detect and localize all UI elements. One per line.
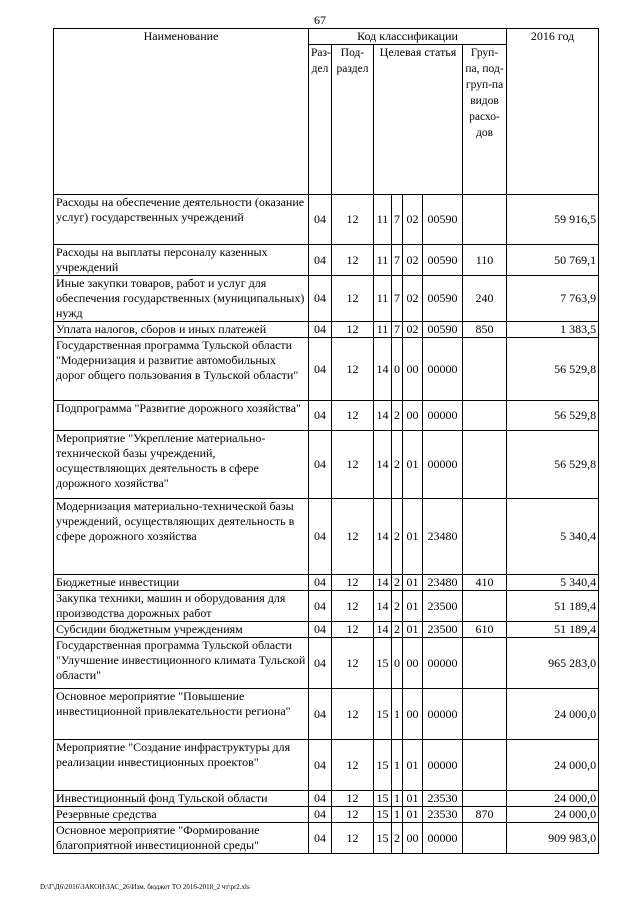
row-target-event: 01 — [403, 575, 423, 591]
row-target-event: 01 — [403, 807, 423, 823]
table-row — [54, 823, 599, 854]
row-target-subprogram: 2 — [392, 591, 403, 622]
row-amount: 909 983,0 — [507, 823, 599, 854]
row-amount: 24 000,0 — [507, 791, 599, 807]
row-expense-group: 110 — [463, 245, 507, 276]
row-target-event: 00 — [403, 401, 423, 431]
row-expense-group — [463, 823, 507, 854]
file-path-footer: D:\Г\Д6\2016\ЗАКОН\ЗАС_26\Изм. бюджет ТО 2016-2018_2 чт\pr2.xls — [40, 883, 250, 891]
row-target-program: 14 — [374, 499, 392, 575]
row-expense-group — [463, 195, 507, 245]
row-subsection: 12 — [332, 689, 374, 740]
row-expense-group — [463, 740, 507, 791]
row-expense-group: 410 — [463, 575, 507, 591]
row-subsection: 12 — [332, 338, 374, 401]
table-row — [54, 622, 599, 638]
row-amount: 5 340,4 — [507, 575, 599, 591]
table-row — [54, 322, 599, 338]
row-section: 04 — [309, 431, 332, 499]
header-section: Раз-дел — [309, 45, 332, 195]
row-name: Модернизация материально-технической базы учреждений, осуществляющих деятельность в сфере дорожного хозяйства — [54, 499, 309, 575]
row-subsection: 12 — [332, 591, 374, 622]
row-target-direction: 00000 — [423, 823, 463, 854]
row-target-event: 01 — [403, 499, 423, 575]
row-subsection: 12 — [332, 499, 374, 575]
row-expense-group: 240 — [463, 276, 507, 322]
row-section: 04 — [309, 195, 332, 245]
row-target-subprogram: 1 — [392, 740, 403, 791]
table-body — [54, 195, 599, 854]
row-section: 04 — [309, 740, 332, 791]
row-amount: 51 189,4 — [507, 622, 599, 638]
row-subsection: 12 — [332, 401, 374, 431]
table-row — [54, 638, 599, 689]
row-section: 04 — [309, 245, 332, 276]
row-section: 04 — [309, 499, 332, 575]
row-target-direction: 00590 — [423, 195, 463, 245]
row-subsection: 12 — [332, 245, 374, 276]
row-expense-group: 850 — [463, 322, 507, 338]
row-target-direction: 23530 — [423, 791, 463, 807]
row-target-program: 15 — [374, 823, 392, 854]
row-target-subprogram: 1 — [392, 791, 403, 807]
row-target-event: 01 — [403, 791, 423, 807]
row-target-program: 11 — [374, 195, 392, 245]
row-target-direction: 00000 — [423, 689, 463, 740]
table-row — [54, 807, 599, 823]
row-section: 04 — [309, 401, 332, 431]
table-row — [54, 499, 599, 575]
row-target-direction: 00000 — [423, 740, 463, 791]
row-name: Основное мероприятие "Формирование благоприятной инвестиционной среды" — [54, 823, 309, 854]
row-target-subprogram: 2 — [392, 401, 403, 431]
row-target-direction: 00000 — [423, 638, 463, 689]
page-number: 67 — [314, 13, 326, 27]
row-subsection: 12 — [332, 807, 374, 823]
row-name: Расходы на выплаты персоналу казенных учреждений — [54, 245, 309, 276]
row-expense-group — [463, 791, 507, 807]
row-target-program: 14 — [374, 591, 392, 622]
row-name: Основное мероприятие "Повышение инвестиционной привлекательности региона" — [54, 689, 309, 740]
row-expense-group — [463, 638, 507, 689]
row-target-program: 11 — [374, 245, 392, 276]
row-name: Резервные средства — [54, 807, 309, 823]
row-target-direction: 00000 — [423, 401, 463, 431]
row-target-direction: 00000 — [423, 338, 463, 401]
row-name: Закупка техники, машин и оборудования для производства дорожных работ — [54, 591, 309, 622]
row-target-program: 14 — [374, 575, 392, 591]
row-amount: 56 529,8 — [507, 431, 599, 499]
row-amount: 50 769,1 — [507, 245, 599, 276]
table-row — [54, 791, 599, 807]
row-target-subprogram: 7 — [392, 245, 403, 276]
table-row — [54, 195, 599, 245]
table-row — [54, 591, 599, 622]
row-name: Государственная программа Тульской области "Модернизация и развитие автомобильных дорог общего пользования в Тульской области" — [54, 338, 309, 401]
header-group: Груп-па, под-груп-па видов расхо-дов — [463, 45, 507, 195]
row-target-program: 15 — [374, 740, 392, 791]
row-subsection: 12 — [332, 638, 374, 689]
table-row — [54, 338, 599, 401]
table-row — [54, 689, 599, 740]
row-section: 04 — [309, 322, 332, 338]
table-row — [54, 245, 599, 276]
row-target-direction: 23500 — [423, 591, 463, 622]
row-target-subprogram: 2 — [392, 499, 403, 575]
row-section: 04 — [309, 591, 332, 622]
table-row — [54, 740, 599, 791]
row-name: Мероприятие "Создание инфраструктуры для реализации инвестиционных проектов" — [54, 740, 309, 791]
row-name: Инвестиционный фонд Тульской области — [54, 791, 309, 807]
row-section: 04 — [309, 338, 332, 401]
row-expense-group — [463, 689, 507, 740]
header-subsection: Под-раздел — [332, 45, 374, 195]
row-amount: 24 000,0 — [507, 740, 599, 791]
row-target-direction: 00590 — [423, 276, 463, 322]
row-name: Уплата налогов, сборов и иных платежей — [54, 322, 309, 338]
row-section: 04 — [309, 823, 332, 854]
row-target-subprogram: 2 — [392, 823, 403, 854]
row-expense-group: 610 — [463, 622, 507, 638]
table-row — [54, 276, 599, 322]
row-amount: 24 000,0 — [507, 689, 599, 740]
row-target-event: 01 — [403, 431, 423, 499]
row-section: 04 — [309, 689, 332, 740]
row-target-subprogram: 7 — [392, 276, 403, 322]
row-target-program: 14 — [374, 622, 392, 638]
row-target-subprogram: 7 — [392, 195, 403, 245]
row-amount: 24 000,0 — [507, 807, 599, 823]
row-subsection: 12 — [332, 740, 374, 791]
row-target-direction: 00000 — [423, 431, 463, 499]
row-section: 04 — [309, 622, 332, 638]
row-expense-group — [463, 431, 507, 499]
row-target-event: 00 — [403, 823, 423, 854]
row-target-direction: 00590 — [423, 322, 463, 338]
row-target-direction: 23500 — [423, 622, 463, 638]
row-amount: 51 189,4 — [507, 591, 599, 622]
row-amount: 7 763,9 — [507, 276, 599, 322]
row-target-event: 00 — [403, 338, 423, 401]
row-amount: 56 529,8 — [507, 401, 599, 431]
row-expense-group — [463, 499, 507, 575]
budget-table — [53, 28, 599, 854]
row-section: 04 — [309, 791, 332, 807]
row-target-event: 02 — [403, 322, 423, 338]
row-subsection: 12 — [332, 431, 374, 499]
row-target-subprogram: 1 — [392, 689, 403, 740]
row-target-event: 00 — [403, 689, 423, 740]
row-target-event: 01 — [403, 740, 423, 791]
row-subsection: 12 — [332, 322, 374, 338]
row-amount: 1 383,5 — [507, 322, 599, 338]
row-name: Субсидии бюджетным учреждениям — [54, 622, 309, 638]
table-row — [54, 401, 599, 431]
row-subsection: 12 — [332, 791, 374, 807]
row-target-event: 02 — [403, 245, 423, 276]
row-name: Подпрограмма "Развитие дорожного хозяйства" — [54, 401, 309, 431]
row-expense-group — [463, 401, 507, 431]
row-target-event: 01 — [403, 591, 423, 622]
row-subsection: 12 — [332, 195, 374, 245]
row-subsection: 12 — [332, 622, 374, 638]
row-target-program: 15 — [374, 638, 392, 689]
row-target-direction: 00590 — [423, 245, 463, 276]
row-target-event: 02 — [403, 276, 423, 322]
row-subsection: 12 — [332, 276, 374, 322]
row-target-event: 02 — [403, 195, 423, 245]
header-target: Целевая статья — [374, 45, 463, 195]
row-target-subprogram: 2 — [392, 431, 403, 499]
row-section: 04 — [309, 575, 332, 591]
table-row — [54, 575, 599, 591]
row-target-program: 14 — [374, 431, 392, 499]
row-name: Иные закупки товаров, работ и услуг для обеспечения государственных (муниципальных) нужд — [54, 276, 309, 322]
row-name: Расходы на обеспечение деятельности (оказание услуг) государственных учреждений — [54, 195, 309, 245]
row-subsection: 12 — [332, 823, 374, 854]
row-section: 04 — [309, 807, 332, 823]
row-section: 04 — [309, 276, 332, 322]
row-amount: 5 340,4 — [507, 499, 599, 575]
row-expense-group: 870 — [463, 807, 507, 823]
row-target-subprogram: 1 — [392, 807, 403, 823]
row-name: Бюджетные инвестиции — [54, 575, 309, 591]
header-code: Код классификации — [309, 29, 507, 45]
row-target-subprogram: 2 — [392, 622, 403, 638]
row-expense-group — [463, 338, 507, 401]
row-target-subprogram: 7 — [392, 322, 403, 338]
row-target-program: 15 — [374, 807, 392, 823]
header-name: Наименование — [54, 29, 309, 195]
row-target-direction: 23480 — [423, 499, 463, 575]
row-target-program: 14 — [374, 338, 392, 401]
row-amount: 56 529,8 — [507, 338, 599, 401]
row-target-subprogram: 0 — [392, 638, 403, 689]
row-target-event: 01 — [403, 622, 423, 638]
row-target-program: 15 — [374, 791, 392, 807]
row-name: Мероприятие "Укрепление материально-технической базы учреждений, осуществляющих деятельность в сфере дорожного хозяйства" — [54, 431, 309, 499]
row-target-program: 14 — [374, 401, 392, 431]
row-target-subprogram: 0 — [392, 338, 403, 401]
row-target-direction: 23480 — [423, 575, 463, 591]
row-section: 04 — [309, 638, 332, 689]
row-subsection: 12 — [332, 575, 374, 591]
row-target-direction: 23530 — [423, 807, 463, 823]
row-name: Государственная программа Тульской области "Улучшение инвестиционного климата Тульской области" — [54, 638, 309, 689]
row-amount: 965 283,0 — [507, 638, 599, 689]
row-expense-group — [463, 591, 507, 622]
row-target-subprogram: 2 — [392, 575, 403, 591]
row-target-program: 11 — [374, 322, 392, 338]
row-amount: 59 916,5 — [507, 195, 599, 245]
row-target-program: 11 — [374, 276, 392, 322]
row-target-program: 15 — [374, 689, 392, 740]
table-row — [54, 431, 599, 499]
header-year: 2016 год — [507, 29, 599, 195]
row-target-event: 00 — [403, 638, 423, 689]
